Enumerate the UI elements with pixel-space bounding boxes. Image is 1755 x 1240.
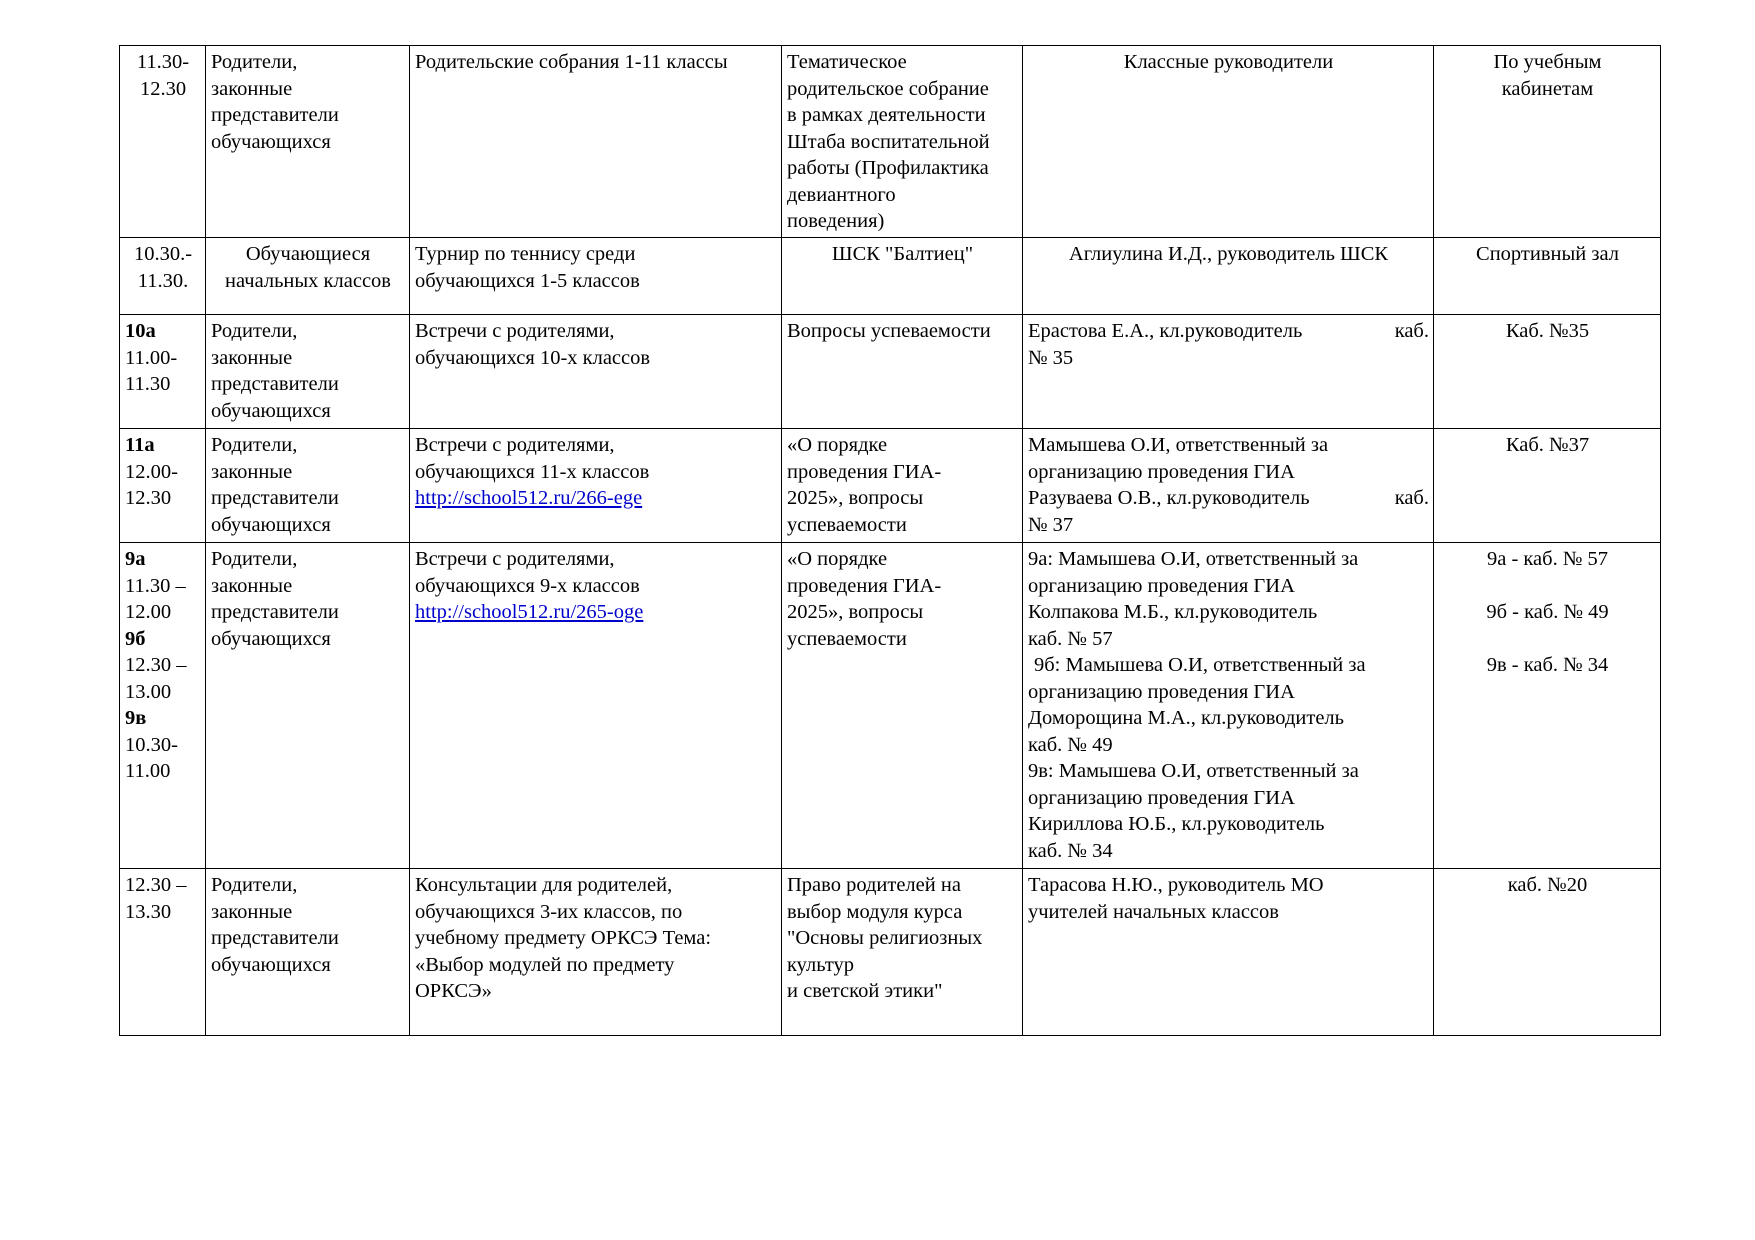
table-row — [120, 543, 1661, 869]
time-cell: 9а 11.30 – 12.00 9б 12.30 – 13.00 9в 10.30- 11.00 — [120, 543, 206, 869]
topic-cell: «О порядке проведения ГИА- 2025», вопросы успеваемости — [782, 429, 1023, 543]
time-cell: 12.30 – 13.30 — [120, 869, 206, 1036]
time-cell: 11а 12.00- 12.30 — [120, 429, 206, 543]
location-cell: По учебным кабинетам — [1434, 46, 1661, 238]
responsible-cell: 9а: Мамышева О.И, ответственный за организацию проведения ГИА Колпакова М.Б., кл.руководитель каб. № 57 9б: Мамышева О.И, ответственный за организацию проведения ГИА Доморощина М.А., кл.руководитель каб. № 49 9в: Мамышева О.И, ответственный за организацию проведения ГИА Кириллова Ю.Б., кл.руководитель каб. № 34 — [1023, 543, 1434, 869]
table-row — [120, 315, 1661, 429]
responsible-cell: Мамышева О.И, ответственный за организацию проведения ГИА Разуваева О.В., кл.руководитель каб. № 37 — [1023, 429, 1434, 543]
audience-cell: Родители, законные представители обучающихся — [206, 429, 410, 543]
topic-cell: ШСК "Балтиец" — [782, 238, 1023, 315]
table-row — [120, 46, 1661, 238]
topic-cell: Тематическое родительское собрание в рамках деятельности Штаба воспитательной работы (Профилактика девиантного поведения) — [782, 46, 1023, 238]
responsible-cell: Тарасова Н.Ю., руководитель МО учителей начальных классов — [1023, 869, 1434, 1036]
time-cell: 10.30.- 11.30. — [120, 238, 206, 315]
schedule-table — [119, 45, 1661, 1036]
topic-cell: «О порядке проведения ГИА- 2025», вопросы успеваемости — [782, 543, 1023, 869]
event-cell: Родительские собрания 1-11 классы — [410, 46, 782, 238]
responsible-cell: Ерастова Е.А., кл.руководитель каб. № 35 — [1023, 315, 1434, 429]
table-row — [120, 869, 1661, 1036]
table-row — [120, 429, 1661, 543]
location-cell: 9а - каб. № 57 9б - каб. № 49 9в - каб. № 34 — [1434, 543, 1661, 869]
audience-cell: Родители, законные представители обучающихся — [206, 315, 410, 429]
ege-info-link[interactable]: http://school512.ru/266-ege — [415, 487, 643, 509]
time-cell: 10а 11.00- 11.30 — [120, 315, 206, 429]
responsible-cell: Аглиулина И.Д., руководитель ШСК — [1023, 238, 1434, 315]
location-cell: Каб. №35 — [1434, 315, 1661, 429]
event-cell: Встречи с родителями, обучающихся 10-х классов — [410, 315, 782, 429]
topic-cell: Право родителей на выбор модуля курса "Основы религиозных культур и светской этики" — [782, 869, 1023, 1036]
time-cell: 11.30- 12.30 — [120, 46, 206, 238]
event-cell: Консультации для родителей, обучающихся 3-их классов, по учебному предмету ОРКСЭ Тема: «Выбор модулей по предмету ОРКСЭ» — [410, 869, 782, 1036]
location-cell: Спортивный зал — [1434, 238, 1661, 315]
location-cell: каб. №20 — [1434, 869, 1661, 1036]
event-cell: Турнир по теннису среди обучающихся 1-5 классов — [410, 238, 782, 315]
event-cell: Встречи с родителями, обучающихся 11-х классов http://school512.ru/266-ege — [410, 429, 782, 543]
audience-cell: Родители, законные представители обучающихся — [206, 46, 410, 238]
location-cell: Каб. №37 — [1434, 429, 1661, 543]
event-cell: Встречи с родителями, обучающихся 9-х классов http://school512.ru/265-oge — [410, 543, 782, 869]
audience-cell: Родители, законные представители обучающихся — [206, 543, 410, 869]
topic-cell: Вопросы успеваемости — [782, 315, 1023, 429]
audience-cell: Родители, законные представители обучающихся — [206, 869, 410, 1036]
oge-info-link[interactable]: http://school512.ru/265-oge — [415, 601, 644, 623]
responsible-cell: Классные руководители — [1023, 46, 1434, 238]
audience-cell: Обучающиеся начальных классов — [206, 238, 410, 315]
table-row — [120, 238, 1661, 315]
